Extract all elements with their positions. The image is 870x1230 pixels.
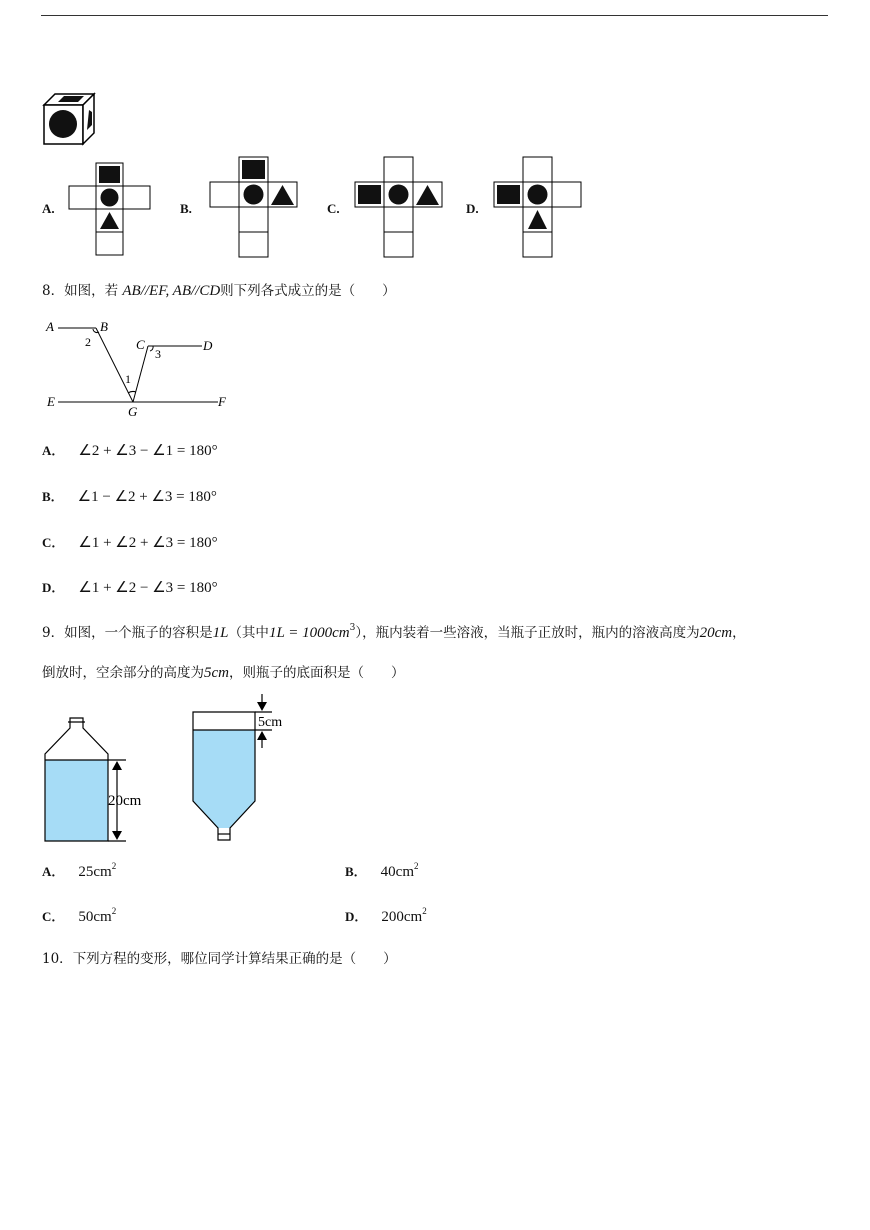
- q7-net-b[interactable]: [209, 156, 299, 264]
- q8-angle-1: 1: [125, 372, 131, 386]
- q9-l1-t2: （其中: [228, 625, 269, 641]
- q7-option-d-label[interactable]: D.: [466, 201, 479, 216]
- q7-option-b-label[interactable]: B.: [180, 201, 192, 216]
- q9-option-c-value: 50cm: [78, 909, 112, 925]
- q8-option-d-label: D．: [42, 580, 65, 595]
- q9-l1-t3: ），瓶内装着一些溶液，当瓶子正放时，瓶内的溶液高度为: [355, 625, 700, 641]
- q8-option-d-expr: ∠1 + ∠2 − ∠3 = 180°: [78, 580, 218, 596]
- q9-inverted-liquid: [193, 730, 255, 828]
- q9-option-b-label: B．: [345, 864, 367, 879]
- q8-stem: [42, 279, 396, 300]
- q9-option-d-sup: 2: [422, 906, 427, 916]
- q8-label-a: A: [46, 319, 54, 334]
- q9-number: 9．: [42, 625, 65, 641]
- q8-text-prefix: 如图，若: [64, 283, 123, 299]
- q8-label-d: D: [203, 338, 213, 353]
- q9-option-d-value: 200cm: [381, 909, 423, 925]
- q9-inverted-bottle: [186, 690, 306, 848]
- q9-option-c[interactable]: [42, 906, 116, 926]
- q8-option-c-expr: ∠1 + ∠2 + ∠3 = 180°: [78, 535, 218, 551]
- q9-l1-t1: 如图，一个瓶子的容积是: [64, 625, 213, 641]
- q8-angle-2: 2: [85, 335, 91, 349]
- q8-condition: AB//EF, AB//CD: [122, 283, 221, 299]
- q9-option-b-sup: 2: [414, 861, 419, 871]
- q9-option-a[interactable]: [42, 861, 116, 881]
- q10-text: 下列方程的变形，哪位同学计算结果正确的是（ ）: [72, 951, 397, 967]
- q9-option-c-sup: 2: [111, 906, 117, 916]
- q8-angle-3: 3: [155, 347, 161, 361]
- q9-option-a-value: 25cm: [78, 864, 112, 880]
- q9-option-a-label: A．: [42, 864, 65, 879]
- q9-option-a-sup: 2: [111, 861, 117, 871]
- q9-option-c-label: C．: [42, 909, 65, 924]
- q8-figure: [40, 318, 240, 422]
- q9-gap-label: 5cm: [258, 715, 283, 730]
- q8-label-b: B: [100, 319, 108, 334]
- q7-option-a-label[interactable]: A.: [42, 201, 55, 216]
- q8-option-a-expr: ∠2 + ∠3 − ∠1 = 180°: [78, 443, 218, 459]
- cube-figure: [42, 92, 98, 150]
- q9-upright-bottle: [40, 708, 160, 848]
- q7-net-d[interactable]: [493, 156, 583, 264]
- q8-text-suffix: 则下列各式成立的是（ ）: [220, 283, 396, 299]
- q10-number: 10．: [42, 951, 73, 967]
- q9-option-b-value: 40cm: [380, 864, 414, 880]
- q7-net-c[interactable]: [354, 156, 444, 264]
- q9-l1-t4: ，: [732, 625, 746, 641]
- q9-l1-m3: 20cm: [699, 625, 733, 641]
- q9-stem-line2: [42, 661, 405, 682]
- q9-l1-m2: 1L = 1000cm: [268, 625, 350, 641]
- q8-option-a-label: A．: [42, 443, 65, 458]
- q9-height-label: 20cm: [108, 793, 142, 809]
- q7-option-c-label[interactable]: C.: [327, 201, 340, 216]
- header-rule: [41, 15, 828, 16]
- q9-stem-line1: [42, 621, 746, 642]
- q9-l2-t1: 倒放时，空余部分的高度为: [42, 665, 204, 681]
- q8-option-b-expr: ∠1 − ∠2 + ∠3 = 180°: [77, 489, 217, 505]
- q10-stem: [42, 947, 397, 967]
- q8-option-c[interactable]: [42, 532, 218, 552]
- q9-option-b[interactable]: [345, 861, 419, 881]
- q8-option-a[interactable]: [42, 440, 218, 460]
- q9-l2-m1: 5cm: [204, 665, 229, 681]
- q8-label-c: C: [136, 337, 145, 352]
- q9-l1-m1: 1L: [212, 625, 229, 641]
- q9-upright-liquid: [45, 760, 108, 841]
- q8-option-c-label: C．: [42, 535, 65, 550]
- q9-l1-m2-sup: 3: [349, 623, 356, 633]
- q7-net-a[interactable]: [68, 162, 152, 262]
- q8-option-d[interactable]: [42, 577, 218, 597]
- q8-option-b-label: B．: [42, 489, 64, 504]
- q8-label-g: G: [128, 404, 138, 418]
- q9-option-d[interactable]: [345, 906, 427, 926]
- q8-label-f: F: [218, 394, 226, 409]
- q8-number: 8．: [42, 283, 65, 299]
- q9-l2-t2: ，则瓶子的底面积是（ ）: [229, 665, 405, 681]
- q8-label-e: E: [47, 394, 55, 409]
- q8-option-b[interactable]: [42, 486, 217, 506]
- q9-option-d-label: D．: [345, 909, 368, 924]
